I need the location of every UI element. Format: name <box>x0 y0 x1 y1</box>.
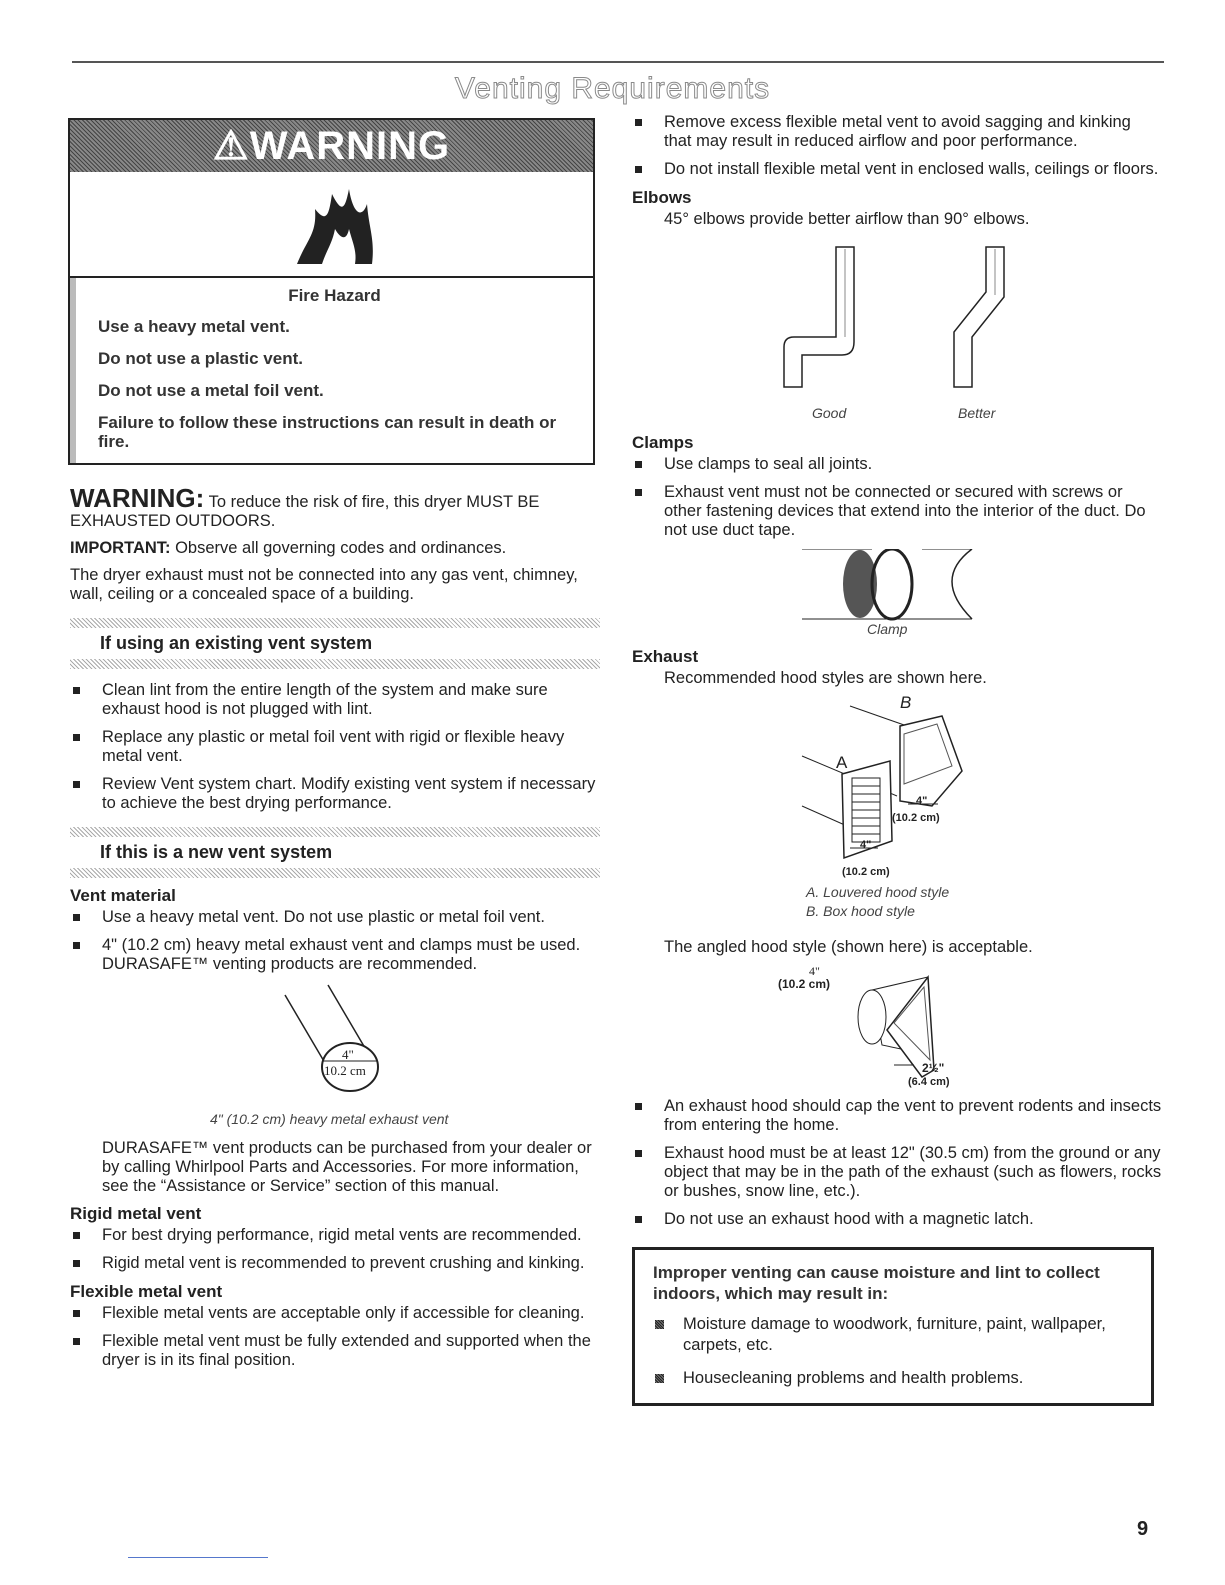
elbow-better-caption: Better <box>958 405 996 421</box>
flexible-vent-heading: Flexible metal vent <box>70 1282 223 1301</box>
hood-dim-cm: (10.2 cm) <box>892 812 940 824</box>
angled-dim-inches-2: 2½" <box>922 1061 945 1075</box>
list-item: Flexible metal vent must be fully extended and supported when the dryer is in its final position. <box>70 1332 600 1370</box>
list-item: Do not install flexible metal vent in enclosed walls, ceilings or floors. <box>632 160 1162 179</box>
rigid-vent-heading: Rigid metal vent <box>70 1204 202 1223</box>
elbows-heading: Elbows <box>632 188 692 207</box>
vent-material-heading: Vent material <box>70 886 176 905</box>
list-item: Replace any plastic or metal foil vent with rigid or flexible heavy metal vent. <box>70 728 600 766</box>
hood-dim-inches-2: 4" <box>860 839 872 851</box>
top-rule <box>72 61 1164 63</box>
clamp-caption: Clamp <box>867 621 908 637</box>
page-number: 9 <box>1137 1518 1149 1540</box>
list-item: Moisture damage to woodwork, furniture, paint, wallpaper, carpets, etc. <box>653 1314 1135 1356</box>
angled-dim-cm: (10.2 cm) <box>778 977 831 991</box>
warning-header <box>70 120 593 172</box>
elbows-text: 45° elbows provide better airflow than 90° elbows. <box>664 210 1030 228</box>
list-item: Remove excess flexible metal vent to avoid sagging and kinking that may result in reduced airflow and poor performance. <box>632 113 1162 151</box>
warning-text <box>70 278 593 463</box>
angled-hood-text: The angled hood style (shown here) is acceptable. <box>664 938 1033 956</box>
list-item: Clean lint from the entire length of the system and make sure exhaust hood is not plugged with lint. <box>70 681 600 719</box>
list-item: Housecleaning problems and health problems. <box>653 1368 1135 1389</box>
vent-dim-cm: 10.2 cm <box>324 1063 366 1078</box>
new-vent-section-header: If this is a new vent system <box>70 827 600 878</box>
list-item: Flexible metal vents are acceptable only if accessible for cleaning. <box>70 1304 600 1323</box>
important-paragraph: IMPORTANT: Observe all governing codes and ordinances. <box>70 539 507 557</box>
improper-venting-box <box>632 1247 1154 1406</box>
warning-line: Use a heavy metal vent. <box>98 317 290 336</box>
list-item: Do not use an exhaust hood with a magnetic latch. <box>632 1210 1162 1229</box>
hood-caption-b: B. Box hood style <box>806 903 915 919</box>
hood-label-b: B <box>900 693 912 712</box>
warning-lead: WARNING: <box>70 483 205 513</box>
warning-paragraph: WARNING: To reduce the risk of fire, this dryer MUST BE EXHAUSTED OUTDOORS. <box>70 483 540 530</box>
warning-header-text: ⚠WARNING <box>212 123 451 168</box>
gas-vent-paragraph: The dryer exhaust must not be connected into any gas vent, chimney, wall, ceiling or a concealed space of a building. <box>70 566 578 603</box>
angled-dim-cm-2: (6.4 cm) <box>908 1076 950 1088</box>
list-item: An exhaust hood should cap the vent to prevent rodents and insects from entering the home. <box>632 1097 1162 1135</box>
footer-rule <box>128 1557 268 1558</box>
list-item: Use a heavy metal vent. Do not use plastic or metal foil vent. <box>70 908 600 927</box>
list-item: For best drying performance, rigid metal vents are recommended. <box>70 1226 600 1245</box>
warning-line: Do not use a metal foil vent. <box>98 381 324 400</box>
improper-venting-heading: Improper venting can cause moisture and lint to collect indoors, which may result in: <box>653 1263 1100 1303</box>
hood-label-a: A <box>836 753 848 772</box>
vent-diagram <box>70 983 600 1133</box>
page-title: Venting Requirements <box>454 72 771 105</box>
warning-line: Failure to follow these instructions can result in death or fire. <box>98 413 557 451</box>
vent-dim-inches: 4" <box>342 1047 354 1062</box>
list-item: Review Vent system chart. Modify existing vent system if necessary to achieve the best drying performance. <box>70 775 600 813</box>
left-column <box>70 118 600 1379</box>
hood-caption-a: A. Louvered hood style <box>806 884 950 900</box>
elbows-diagram <box>632 237 1162 447</box>
right-column <box>632 113 1162 1406</box>
clamps-heading: Clamps <box>632 433 694 452</box>
clamp-diagram <box>632 549 1162 649</box>
list-item: Exhaust hood must be at least 12" (30.5 cm) from the ground or any object that may be in the path of the exhaust (such as flowers, rocks or bushes, snow line, etc.). <box>632 1144 1162 1201</box>
important-lead: IMPORTANT: <box>70 539 171 557</box>
list-item: Exhaust vent must not be connected or secured with screws or other fastening devices that extend into the interior of the duct. Do not use duct tape. <box>632 483 1162 540</box>
warning-line: Do not use a plastic vent. <box>98 349 303 368</box>
hood-dim-inches: 4" <box>916 795 928 807</box>
list-item: Use clamps to seal all joints. <box>632 455 1162 474</box>
durasafe-paragraph: DURASAFE™ vent products can be purchased from your dealer or by calling Whirlpool Parts and Accessories. For more information, see the “Assistance or Service” section of this manual. <box>102 1139 592 1195</box>
list-item: Rigid metal vent is recommended to prevent crushing and kinking. <box>70 1254 600 1273</box>
hood-diagram <box>632 693 1162 946</box>
existing-vent-section-header: If using an existing vent system <box>70 618 600 669</box>
elbow-good-caption: Good <box>812 405 847 421</box>
fire-warning-box <box>68 118 595 465</box>
list-item: 4" (10.2 cm) heavy metal exhaust vent and clamps must be used. DURASAFE™ venting products are recommended. <box>70 936 600 974</box>
exhaust-text: Recommended hood styles are shown here. <box>664 669 987 687</box>
hazard-title: Fire Hazard <box>288 286 381 305</box>
angled-hood-diagram <box>632 965 1162 1097</box>
fire-icon <box>70 172 593 278</box>
hood-dim-cm-2: (10.2 cm) <box>842 866 890 878</box>
vent-caption: 4" (10.2 cm) heavy metal exhaust vent <box>210 1111 449 1127</box>
angled-dim-inches: 4" <box>809 964 820 978</box>
exhaust-heading: Exhaust <box>632 647 699 666</box>
